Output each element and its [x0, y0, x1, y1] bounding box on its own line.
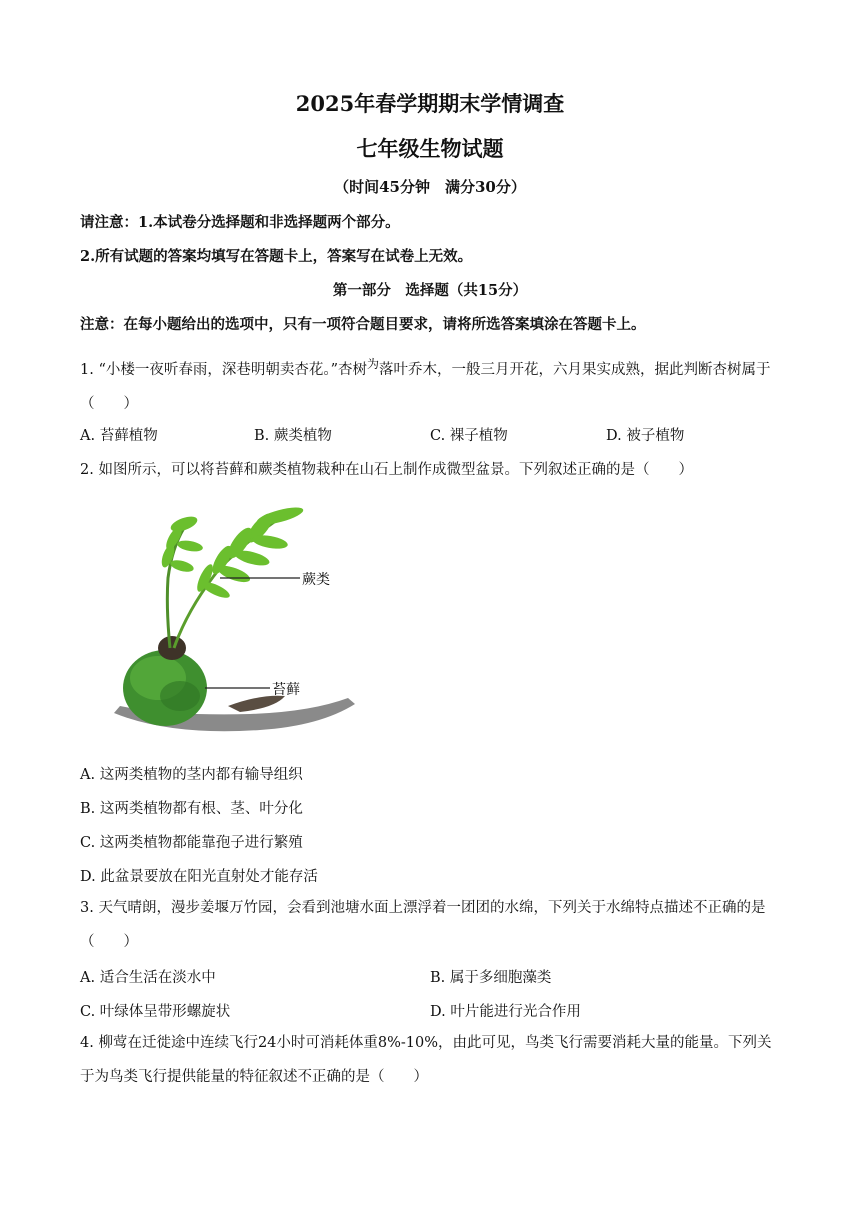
question-1-stem-a: 1. “小楼一夜听春雨，深巷明朝卖杏花。”杏树: [80, 362, 368, 378]
exam-subtitle: 七年级生物试题: [356, 136, 504, 161]
question-2-option-d: D. 此盆景要放在阳光直射处才能存活: [80, 869, 318, 885]
rock-shape: [228, 696, 285, 712]
question-1-option-b: B. 蕨类植物: [254, 428, 332, 444]
question-4-stem: 4. 柳莺在迁徙途中连续飞行24小时可消耗体重8%-10%，由此可见，鸟类飞行需要消耗大量的能量。下列关于为鸟类飞行提供能量的特征叙述不正确的是（ ）: [80, 1035, 772, 1085]
fern-label: 蕨类: [302, 572, 330, 588]
question-3-option-b: B. 属于多细胞藻类: [430, 970, 552, 986]
moss-label: 苔藓: [272, 682, 300, 698]
question-3-option-d: D. 叶片能进行光合作用: [430, 1004, 581, 1020]
question-1-stem-b: 落叶乔木，一般三月开花，六月果实成熟，据此判断杏树属于（ ）: [80, 362, 771, 412]
question-2-option-c: C. 这两类植物都能靠孢子进行繁殖: [80, 835, 303, 851]
note-1: 请注意：1.本试卷分选择题和非选择题两个部分。: [80, 214, 400, 231]
question-3-stem: 3. 天气晴朗，漫步姜堰万竹园，会看到池塘水面上漂浮着一团团的水绵，下列关于水绵特点描述不正确的是（ ）: [80, 900, 766, 950]
time-info: （时间45分钟 满分30分）: [334, 178, 526, 196]
question-1-option-c: C. 裸子植物: [430, 428, 508, 444]
question-2-option-a: A. 这两类植物的茎内都有输导组织: [80, 767, 303, 783]
question-3-option-a: A. 适合生活在淡水中: [80, 970, 216, 986]
question-1-option-a: A. 苔藓植物: [80, 428, 158, 444]
question-2-stem: 2. 如图所示，可以将苔藓和蕨类植物栽种在山石上制作成微型盆景。下列叙述正确的是（ ）: [80, 462, 693, 478]
exam-title: 2025年春学期期末学情调查: [295, 91, 565, 116]
question-3-option-c: C. 叶绿体呈带形螺旋状: [80, 1004, 231, 1020]
note-2: 2.所有试题的答案均填写在答题卡上，答案写在试卷上无效。: [80, 248, 473, 265]
question-1-option-d: D. 被子植物: [606, 428, 685, 444]
section-heading: 第一部分 选择题（共15分）: [332, 282, 528, 299]
section-instruction: 注意：在每小题给出的选项中，只有一项符合题目要求，请将所选答案填涂在答题卡上。: [80, 316, 646, 333]
question-1-stem-sup: 为: [367, 357, 380, 371]
question-2-option-b: B. 这两类植物都有根、茎、叶分化: [80, 801, 303, 817]
question-1-stem: [80, 347, 785, 421]
bonsai-figure: [110, 498, 360, 748]
fern-rhizome: [158, 636, 186, 660]
